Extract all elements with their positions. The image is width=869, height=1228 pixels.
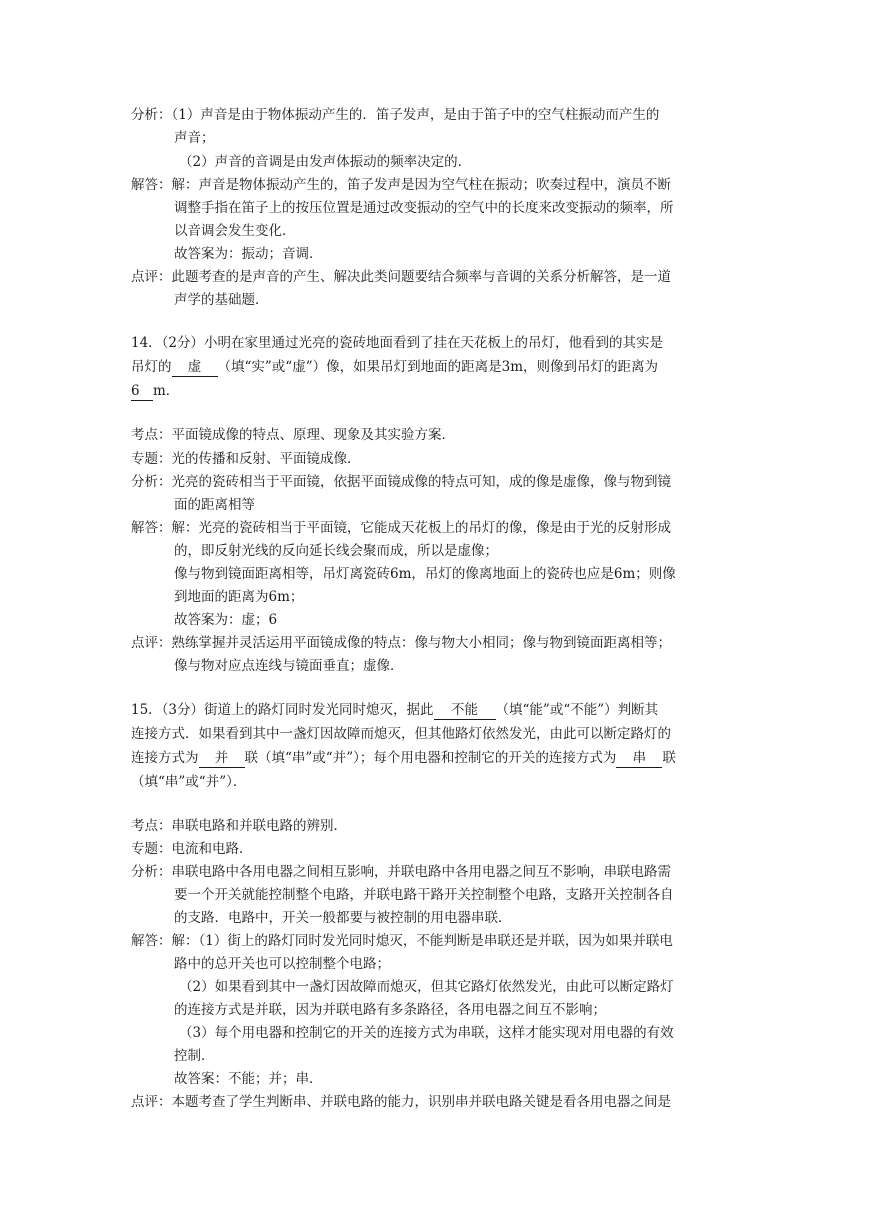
q13-answer-line-3: 以音调会发生变化． — [174, 223, 296, 239]
q15-stem-text: 15．（3分）街道上的路灯同时发光同时熄灭，据此 — [131, 702, 434, 718]
q14-analysis-line-2: 面的距离相等 — [174, 497, 255, 513]
q15-answer-line-6: 控制． — [174, 1048, 215, 1064]
q15-stem-text: （填“能”或“不能”）判断其 — [495, 702, 659, 718]
q15-stem-line-2: 连接方式．如果看到其中一盏灯因故障而熄灭，但其他路灯依然发光，由此可以断定路灯的 — [131, 726, 671, 742]
q15-analysis-line-1: 分析：串联电路中各用电器之间相互影响，并联电路中各用电器之间互不影响，串联电路需 — [131, 864, 671, 880]
q15-answer-line-4: 的连接方式是并联，因为并联电路有多条路径，各用电器之间互不影响； — [174, 1002, 606, 1018]
q14-kaodian: 考点：平面镜成像的特点、原理、现象及其实验方案． — [131, 427, 455, 443]
q15-stem-line-1 — [131, 700, 658, 720]
q15-answer-blank-2: 并 — [199, 749, 245, 768]
q15-stem-line-4: （填“串”或“并”）． — [131, 774, 247, 790]
q15-answer-line-1: 解答：解：（1）街上的路灯同时发光同时熄灭，不能判断是串联还是并联，因为如果并联电 — [131, 933, 673, 949]
q14-stem-line-1: 14．（2分）小明在家里通过光亮的瓷砖地面看到了挂在天花板上的吊灯，他看到的其实是 — [131, 335, 664, 351]
q14-answer-line-1: 解答：解：光亮的瓷砖相当于平面镜，它能成天花板上的吊灯的像，像是由于光的反射形成 — [131, 520, 671, 536]
q14-answer-line-3: 像与物到镜面距离相等，吊灯离瓷砖6m，吊灯的像离地面上的瓷砖也应是6m；则像 — [174, 566, 676, 582]
q14-stem-text: （填“实”或“虚”）像，如果吊灯到地面的距离是3m，则像到吊灯的距离为 — [217, 359, 658, 375]
q13-analysis-line-2: 声音； — [174, 130, 215, 146]
q14-stem-line-3 — [131, 381, 179, 401]
q15-answer-line-2: 路中的总开关也可以控制整个电路； — [174, 956, 390, 972]
q13-comment-line-2: 声学的基础题． — [174, 292, 269, 308]
q14-stem-text: 吊灯的 — [131, 359, 172, 375]
q15-zhuanti: 专题：电流和电路． — [131, 841, 253, 857]
q14-answer-line-5: 故答案为：虚；6 — [174, 612, 278, 628]
q15-answer-line-7: 故答案：不能；并；串． — [174, 1071, 323, 1087]
q15-answer-line-3: （2）如果看到其中一盏灯因故障而熄灭，但其它路灯依然发光，由此可以断定路灯 — [179, 979, 674, 995]
q14-zhuanti: 专题：光的传播和反射、平面镜成像． — [131, 451, 361, 467]
q14-answer-line-4: 到地面的距离为6m； — [174, 589, 304, 605]
q13-analysis-line-1: 分析：（1）声音是由于物体振动产生的．笛子发声，是由于笛子中的空气柱振动而产生的 — [131, 107, 660, 123]
q15-stem-text: 联（填“串”或“并”）；每个用电器和控制它的开关的连接方式为 — [244, 750, 617, 766]
q13-answer-line-1: 解答：解：声音是物体振动产生的，笛子发声是因为空气柱在振动；吹奏过程中，演员不断 — [131, 177, 671, 193]
q15-answer-blank-1: 不能 — [434, 701, 496, 720]
q15-stem-line-3 — [131, 748, 676, 768]
q15-comment-line-1: 点评：本题考查了学生判断串、并联电路的能力，识别串并联电路关键是看各用电器之间是 — [131, 1094, 671, 1110]
q15-analysis-line-2: 要一个开关就能控制整个电路，并联电路干路开关控制整个电路，支路开关控制各自 — [174, 887, 674, 903]
q14-answer-blank-1: 虚 — [172, 358, 218, 377]
q14-comment-line-1: 点评：熟练掌握并灵活运用平面镜成像的特点：像与物大小相同；像与物到镜面距离相等； — [131, 635, 671, 651]
q14-answer-line-2: 的，即反射光线的反向延长线会聚而成，所以是虚像； — [174, 543, 498, 559]
q13-answer-line-2: 调整手指在笛子上的按压位置是通过改变振动的空气中的长度来改变振动的频率，所 — [174, 200, 674, 216]
q14-answer-blank-2: 6 — [131, 382, 153, 401]
q14-stem-text: m． — [153, 383, 180, 399]
q15-analysis-line-3: 的支路．电路中，开关一般都要与被控制的用电器串联． — [174, 910, 512, 926]
q14-comment-line-2: 像与物对应点连线与镜面垂直；虚像． — [174, 658, 404, 674]
q14-stem-line-2 — [131, 357, 658, 377]
q15-stem-text: 联 — [662, 750, 676, 766]
q15-answer-blank-3: 串 — [616, 749, 662, 768]
q14-analysis-line-1: 分析：光亮的瓷砖相当于平面镜，依据平面镜成像的特点可知，成的像是虚像，像与物到镜 — [131, 474, 671, 490]
q15-stem-text: 连接方式为 — [131, 750, 199, 766]
q15-kaodian: 考点：串联电路和并联电路的辨别． — [131, 818, 347, 834]
q13-comment-line-1: 点评：此题考查的是声音的产生、解决此类问题要结合频率与音调的关系分析解答，是一道 — [131, 269, 671, 285]
q13-analysis-line-3: （2）声音的音调是由发声体振动的频率决定的． — [179, 154, 472, 170]
q13-answer-line-4: 故答案为：振动；音调． — [174, 246, 323, 262]
q15-answer-line-5: （3）每个用电器和控制它的开关的连接方式为串联，这样才能实现对用电器的有效 — [179, 1025, 674, 1041]
